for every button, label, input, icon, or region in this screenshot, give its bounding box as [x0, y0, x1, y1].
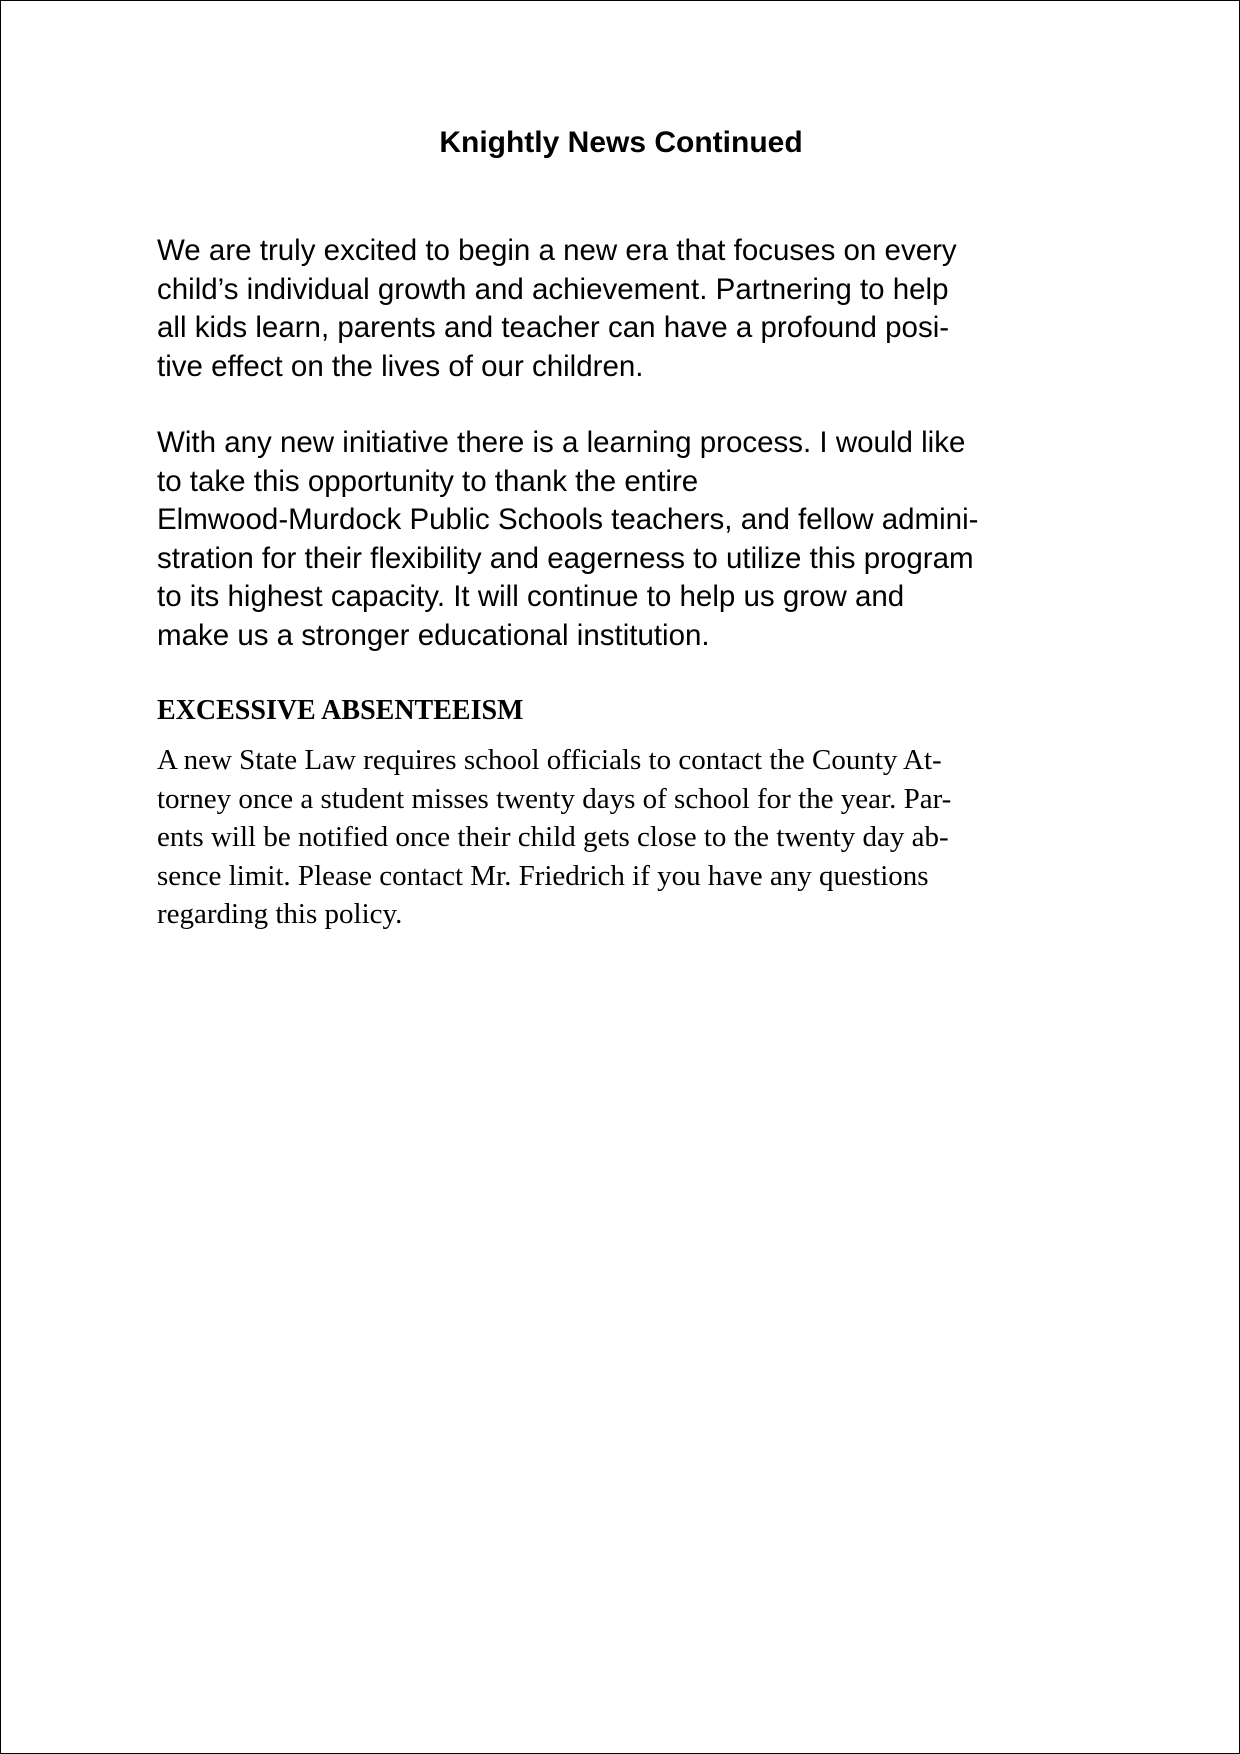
- absenteeism-paragraph: [157, 741, 951, 934]
- paragraph-line: to its highest capacity. It will continue to help us grow and: [157, 580, 905, 613]
- paragraph-line: ents will be notified once their child gets close to the twenty day ab-: [157, 821, 949, 853]
- paragraph-line: sence limit. Please contact Mr. Friedrich if you have any questions: [157, 859, 929, 892]
- paragraph-line: torney once a student misses twenty days of school for the year. Par-: [157, 782, 952, 815]
- paragraph-line: regarding this policy.: [157, 898, 403, 930]
- thanks-paragraph: [157, 424, 978, 655]
- paragraph-line: to take this opportunity to thank the entire: [157, 464, 699, 498]
- intro-paragraph: [157, 232, 957, 386]
- paragraph-line: Elmwood-Murdock Public Schools teachers, and fellow admini-: [157, 503, 979, 536]
- page-title: Knightly News Continued: [439, 126, 803, 159]
- paragraph-line: stration for their flexibility and eagerness to utilize this program: [157, 541, 974, 575]
- paragraph-line: child’s individual growth and achievement. Partnering to help: [157, 272, 949, 306]
- paragraph-line: all kids learn, parents and teacher can have a profound posi-: [157, 311, 950, 344]
- section-heading-absenteeism: EXCESSIVE ABSENTEEISM: [157, 695, 524, 726]
- paragraph-line: A new State Law requires school officials to contact the County At-: [157, 744, 942, 776]
- paragraph-line: We are truly excited to begin a new era that focuses on every: [157, 234, 957, 267]
- paragraph-line: make us a stronger educational institution.: [157, 618, 710, 652]
- paragraph-line: With any new initiative there is a learning process. I would like: [157, 426, 966, 459]
- paragraph-line: tive effect on the lives of our children.: [157, 349, 644, 383]
